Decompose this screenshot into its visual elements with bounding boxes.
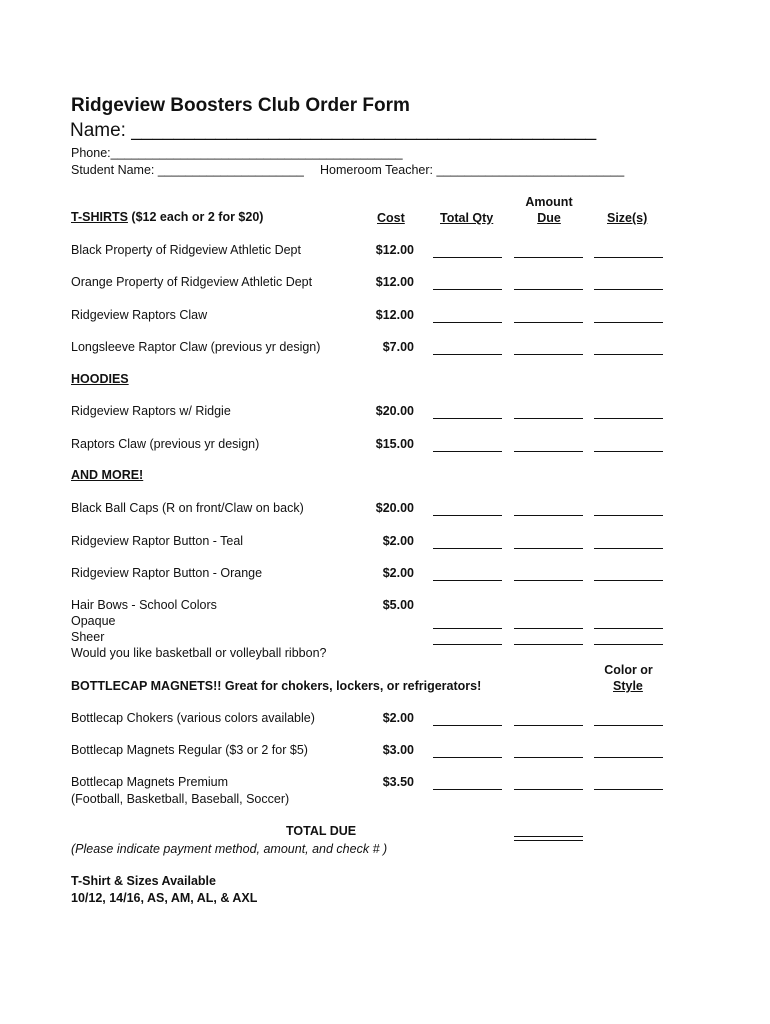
amount-blank[interactable] — [514, 628, 583, 629]
qty-blank[interactable] — [433, 757, 502, 758]
amount-blank[interactable] — [514, 418, 583, 419]
price-tshirt-longsleeve: $7.00 — [382, 340, 414, 354]
item-magnets-premium-note: (Football, Basketball, Baseball, Soccer) — [71, 792, 290, 806]
homeroom-teacher-field[interactable]: Homeroom Teacher: ___________________________ — [320, 163, 625, 177]
amount-blank[interactable] — [514, 354, 583, 355]
amount-blank[interactable] — [514, 322, 583, 323]
sizes-list: 10/12, 14/16, AS, AM, AL, & AXL — [71, 891, 258, 905]
qty-blank[interactable] — [433, 418, 502, 419]
cost-column-header: Cost — [377, 211, 405, 225]
qty-blank[interactable] — [433, 515, 502, 516]
price-caps: $20.00 — [375, 501, 414, 515]
style-column-header: Style — [613, 679, 643, 693]
color-or-header: Color or — [604, 663, 653, 677]
sizes-title: T-Shirt & Sizes Available — [71, 874, 216, 888]
item-opaque: Opaque — [71, 614, 116, 628]
size-blank[interactable] — [594, 289, 663, 290]
total-qty-column-header: Total Qty — [440, 211, 494, 225]
price-magnets-premium: $3.50 — [382, 775, 414, 789]
amount-column-header: Amount — [525, 195, 573, 209]
size-blank[interactable] — [594, 418, 663, 419]
hoodies-section-heading: HOODIES — [71, 372, 129, 386]
sizes-column-header: Size(s) — [607, 211, 648, 225]
qty-blank[interactable] — [433, 322, 502, 323]
price-magnets-regular: $3.00 — [382, 743, 414, 757]
amount-blank[interactable] — [514, 789, 583, 790]
style-blank[interactable] — [594, 757, 663, 758]
due-column-header: Due — [537, 211, 561, 225]
price-button-teal: $2.00 — [382, 534, 414, 548]
amount-blank[interactable] — [514, 644, 583, 645]
price-tshirt-orange: $12.00 — [375, 275, 414, 289]
qty-blank[interactable] — [433, 580, 502, 581]
item-button-teal: Ridgeview Raptor Button - Teal — [71, 534, 244, 548]
amount-blank[interactable] — [514, 580, 583, 581]
tshirts-section-heading — [71, 210, 263, 224]
qty-blank[interactable] — [433, 354, 502, 355]
price-tshirt-claw: $12.00 — [375, 308, 414, 322]
size-blank[interactable] — [594, 257, 663, 258]
qty-blank[interactable] — [433, 725, 502, 726]
tshirts-heading-note: ($12 each or 2 for $20) — [127, 210, 264, 224]
item-caps: Black Ball Caps (R on front/Claw on back) — [71, 501, 304, 515]
item-magnets-regular: Bottlecap Magnets Regular ($3 or 2 for $5) — [71, 743, 308, 757]
form-title: Ridgeview Boosters Club Order Form — [71, 95, 410, 116]
ribbon-question: Would you like basketball or volleyball ribbon? — [71, 646, 327, 660]
item-chokers: Bottlecap Chokers (various colors available) — [71, 711, 315, 725]
amount-blank[interactable] — [514, 515, 583, 516]
size-blank[interactable] — [594, 580, 663, 581]
size-blank[interactable] — [594, 322, 663, 323]
qty-blank[interactable] — [433, 628, 502, 629]
amount-blank[interactable] — [514, 451, 583, 452]
item-hair-bows: Hair Bows - School Colors — [71, 598, 217, 612]
size-blank[interactable] — [594, 548, 663, 549]
item-magnets-premium: Bottlecap Magnets Premium — [71, 775, 229, 789]
price-tshirt-black: $12.00 — [375, 243, 414, 257]
size-blank[interactable] — [594, 515, 663, 516]
item-sheer: Sheer — [71, 630, 105, 644]
qty-blank[interactable] — [433, 644, 502, 645]
qty-blank[interactable] — [433, 451, 502, 452]
size-blank[interactable] — [594, 354, 663, 355]
amount-blank[interactable] — [514, 289, 583, 290]
total-due-label: TOTAL DUE — [286, 824, 357, 838]
item-tshirt-black: Black Property of Ridgeview Athletic Dept — [71, 243, 301, 257]
price-hoodie-ridgie: $20.00 — [375, 404, 414, 418]
size-blank[interactable] — [594, 644, 663, 645]
amount-blank[interactable] — [514, 548, 583, 549]
style-blank[interactable] — [594, 789, 663, 790]
item-button-orange: Ridgeview Raptor Button - Orange — [71, 566, 263, 580]
phone-field[interactable]: Phone:__________________________________________ — [71, 146, 403, 160]
item-hoodie-claw: Raptors Claw (previous yr design) — [71, 437, 260, 451]
qty-blank[interactable] — [433, 289, 502, 290]
amount-blank[interactable] — [514, 725, 583, 726]
item-hoodie-ridgie: Ridgeview Raptors w/ Ridgie — [71, 404, 231, 418]
price-chokers: $2.00 — [382, 711, 414, 725]
magnets-section-heading: BOTTLECAP MAGNETS!! Great for chokers, lockers, or refrigerators! — [71, 679, 482, 693]
qty-blank[interactable] — [433, 548, 502, 549]
name-field[interactable]: Name: ____________________________________________ — [70, 120, 597, 141]
item-tshirt-orange: Orange Property of Ridgeview Athletic Dept — [71, 275, 313, 289]
student-name-field[interactable]: Student Name: _____________________ — [71, 163, 304, 177]
price-hoodie-claw: $15.00 — [375, 437, 414, 451]
size-blank[interactable] — [594, 451, 663, 452]
style-blank[interactable] — [594, 725, 663, 726]
tshirts-heading-label: T-SHIRTS — [71, 210, 128, 224]
qty-blank[interactable] — [433, 789, 502, 790]
qty-blank[interactable] — [433, 257, 502, 258]
item-tshirt-longsleeve: Longsleeve Raptor Claw (previous yr design) — [71, 340, 321, 354]
total-due-blank[interactable] — [514, 836, 583, 841]
item-tshirt-claw: Ridgeview Raptors Claw — [71, 308, 208, 322]
and-more-section-heading: AND MORE! — [71, 468, 144, 482]
amount-blank[interactable] — [514, 757, 583, 758]
payment-note: (Please indicate payment method, amount, and check # ) — [71, 842, 388, 856]
size-blank[interactable] — [594, 628, 663, 629]
price-button-orange: $2.00 — [382, 566, 414, 580]
amount-blank[interactable] — [514, 257, 583, 258]
price-hair-bows: $5.00 — [382, 598, 414, 612]
